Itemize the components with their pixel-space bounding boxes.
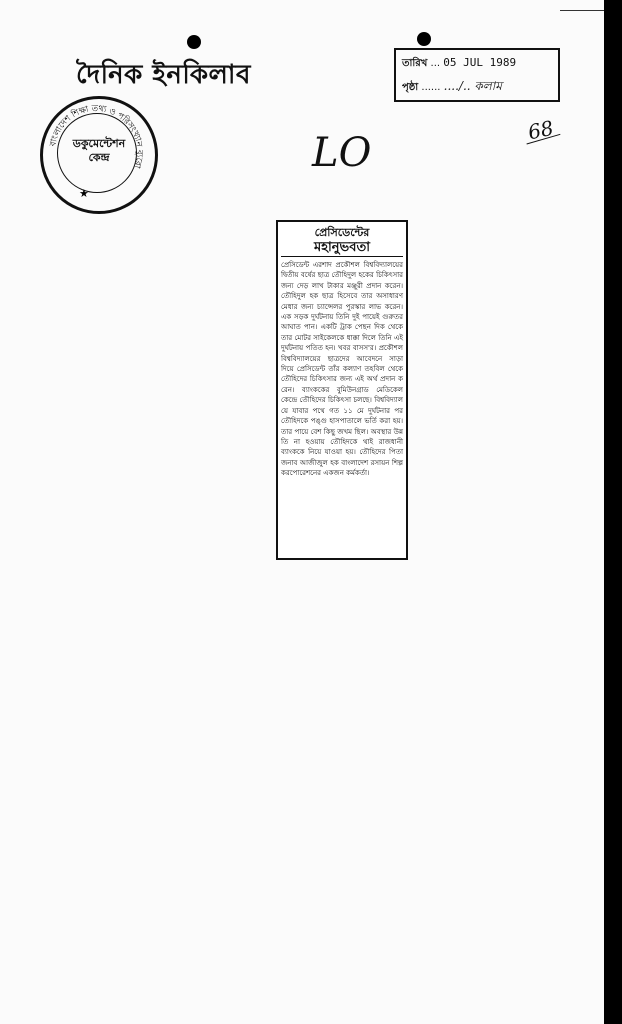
date-label: তারিখ bbox=[402, 58, 428, 69]
date-page-box bbox=[394, 48, 560, 102]
newspaper-clipping bbox=[276, 220, 408, 560]
scan-border bbox=[604, 0, 622, 1024]
handwritten-page-number: LO bbox=[312, 130, 372, 176]
date-row: তারিখ ... 05 JUL 1989 bbox=[402, 56, 517, 69]
punch-hole-right bbox=[417, 32, 431, 46]
stamp-center-line1: ডকুমেন্টেশন bbox=[72, 137, 126, 150]
stamp-center-line2: কেন্দ্র bbox=[88, 151, 110, 164]
headline-line1: প্রেসিডেন্টের bbox=[314, 226, 370, 239]
date-value: 05 JUL 1989 bbox=[443, 56, 517, 69]
page-row: পৃষ্ঠা ...... ..../.. কলাম bbox=[402, 79, 502, 93]
documentation-centre-stamp bbox=[40, 96, 158, 214]
star-icon: ★ bbox=[79, 187, 89, 200]
clipping-headline bbox=[281, 225, 403, 257]
page-label: পৃষ্ঠা bbox=[402, 82, 419, 93]
handwritten-margin-number: 68 bbox=[525, 115, 556, 145]
page-value: ..../.. কলাম bbox=[443, 79, 502, 93]
svg-text:বাংলাদেশ শিক্ষা তথ্য ও পরিসংখ্: বাংলাদেশ শিক্ষা তথ্য ও পরিসংখ্যান ব্যুরো bbox=[48, 103, 145, 170]
stamp-center-text bbox=[43, 137, 155, 165]
headline-line2: মহানুভবতা bbox=[281, 240, 403, 257]
newspaper-masthead: দৈনিক ইনকিলাব bbox=[76, 60, 251, 90]
page-fold bbox=[560, 0, 604, 11]
clipping-body-text: প্রেসিডেন্ট এরশাদ প্রকৌশল বিশ্ববিদ্যালয়ের দ্বিতীয় বর্ষের ছাত্র তৌহিদুল হকের চিকিৎসার জন্য দেড় লাখ টাকার মঞ্জুরী প্রদান করেন। তৌহিদুল হক ছাত্র হিসেবে তার অসাধারণ মেধার জন্য চ্যান্সেলর পুরস্কার লাভ করেন। এক সড়ক দুর্ঘটনায় তিনি দুই পায়েই গুরুতর আঘাত পান। একটি ট্রাক পেছন দিক থেকে তার মোটর সাইকেলকে ধাক্কা দিলে তিনি এই দুর্ঘটনায় পতিত হন। খবর বাসস'র। প্রকৌশল বিশ্ববিদ্যালয়ের ছাত্রদের আবেদনে সাড়া দিয়ে প্রেসিডেন্ট তাঁর কল্যাণ তহবিল থেকে তৌহিদের চিকিৎসার জন্য এই অর্থ প্রদান করেন। ব্যাংককের বুমিউনগ্রাড মেডিকেল কেন্দ্রে তৌহিদের চিকিৎসা চলছে। বিশ্ববিদ্যালয়ে যাবার পথে গত ১১ মে দুর্ঘটনার পর তৌহিদকে পঙ্গু হাসপাতালে ভর্তি করা হয়। তার পায়ে বেশ কিছু জখম ছিল। অবস্থার উন্নতি না হওয়ায় তৌহিদকে থাই রাজধানী ব্যাংককে নিয়ে যাওয়া হয়। তৌহিদের পিতা জনাব আজীজুল হক বাংলাদেশ রসায়ন শিল্প করপোরেশনের একজন কর্মকর্তা। bbox=[281, 261, 403, 478]
punch-hole-left bbox=[187, 35, 201, 49]
